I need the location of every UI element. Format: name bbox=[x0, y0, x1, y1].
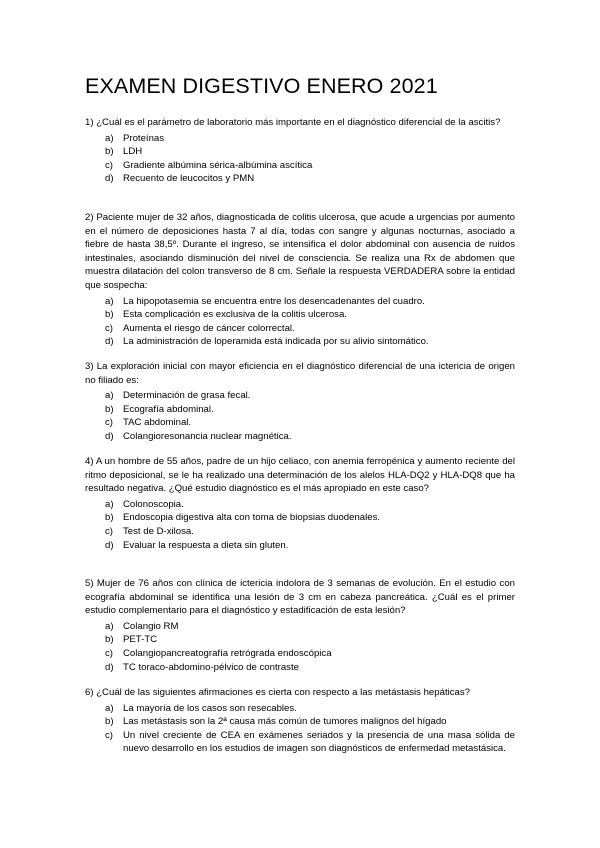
option-a: a) Colangio RM bbox=[105, 620, 179, 632]
options-list bbox=[85, 498, 515, 552]
option-c: c) Test de D-xilosa. bbox=[105, 525, 194, 537]
option-b: b) Las metástasis son la 2ª causa más común de tumores malignos del hígado bbox=[105, 716, 447, 728]
question-5 bbox=[85, 577, 515, 674]
option-c: c) Un nivel creciente de CEA en exámenes seriados y la presencia de una masa sólida de nuevo desarrollo en los estudios de imagen son diagnósticos de enfermedad metastásica. bbox=[105, 729, 515, 755]
options-list bbox=[85, 702, 515, 756]
options-list bbox=[85, 620, 515, 674]
option-c: c) Gradiente albúmina sérica-albúmina ascítica bbox=[105, 159, 313, 171]
option-a: a) Proteínas bbox=[105, 132, 165, 144]
question-text: 1) ¿Cuál es el parámetro de laboratorio más importante en el diagnóstico diferencial de la ascitis? bbox=[85, 117, 501, 128]
question-text: 2) Paciente mujer de 32 años, diagnosticada de colitis ulcerosa, que acude a urgencias por aumento en el número de deposiciones hasta 7 al día, todas con sangre y algunas nocturnas, asociado a fiebre de hasta 38,5º. Durante el ingreso, se intensifica el dolor abdominal con ausencia de ruidos intestinales, asociando disminución del nivel de consciencia. Se realiza una Rx de abdomen que muestra dilatación del colon transverso de 8 cm. Señale la respuesta VERDADERA sobre la entidad que sospecha: bbox=[85, 212, 515, 291]
question-text: 3) La exploración inicial con mayor eficiencia en el diagnóstico diferencial de una ictericia de origen no filiado es: bbox=[85, 361, 515, 386]
option-c: c) Colangiopancreatografía retrógrada endoscópica bbox=[105, 647, 332, 659]
question-text: 5) Mujer de 76 años con clínica de ictericia indolora de 3 semanas de evolución. En el estudio con ecografía abdominal se identifica una lesión de 3 cm en cabeza pancreática. ¿Cuál es el primer estudio complementario para el diagnóstico y estadificación de esta lesión? bbox=[85, 578, 515, 617]
question-6 bbox=[85, 686, 515, 756]
question-3 bbox=[85, 360, 515, 444]
option-d: d) Recuento de leucocitos y PMN bbox=[105, 173, 255, 185]
question-text: 4) A un hombre de 55 años, padre de un hijo celiaco, con anemia ferropénica y aumento reciente del ritmo deposicional, se le ha realizado una determinación de los alelos HLA-DQ2 y HLA-DQ8 que ha resultado negativa. ¿Qué estudio diagnóstico es el más apropiado en este caso? bbox=[85, 456, 515, 495]
option-d: d) Evaluar la respuesta a dieta sin gluten. bbox=[105, 539, 289, 551]
option-b: b) PET-TC bbox=[105, 634, 158, 646]
option-c: c) Aumenta el riesgo de cáncer colorrectal. bbox=[105, 322, 295, 334]
option-b: b) Endoscopia digestiva alta con toma de biopsias duodenales. bbox=[105, 512, 381, 524]
option-b: b) LDH bbox=[105, 146, 143, 158]
option-b: b) Ecografía abdominal. bbox=[105, 403, 214, 415]
option-a: a) Colonoscopia. bbox=[105, 498, 184, 510]
option-a: a) La hipopotasemia se encuentra entre los desencadenantes del cuadro. bbox=[105, 295, 425, 307]
exam-title: EXAMEN DIGESTIVO ENERO 2021 bbox=[85, 74, 438, 98]
option-d: d) Colangioresonancia nuclear magnética. bbox=[105, 430, 292, 442]
question-2 bbox=[85, 211, 515, 349]
options-list bbox=[85, 132, 515, 186]
option-a: a) La mayoría de los casos son resecables. bbox=[105, 702, 297, 714]
option-d: d) La administración de loperamida está indicada por su alivio sintomático. bbox=[105, 336, 429, 348]
question-text: 6) ¿Cuál de las siguientes afirmaciones es cierta con respecto a las metástasis hepáticas? bbox=[85, 687, 471, 698]
options-list bbox=[85, 295, 515, 349]
option-b: b) Esta complicación es exclusiva de la colitis ulcerosa. bbox=[105, 309, 347, 321]
question-4 bbox=[85, 455, 515, 552]
options-list bbox=[85, 389, 515, 443]
option-a: a) Determinación de grasa fecal. bbox=[105, 390, 251, 402]
option-c: c) TAC abdominal. bbox=[105, 417, 192, 429]
option-d: d) TC toraco-abdomino-pélvico de contraste bbox=[105, 661, 299, 673]
question-1 bbox=[85, 116, 515, 186]
